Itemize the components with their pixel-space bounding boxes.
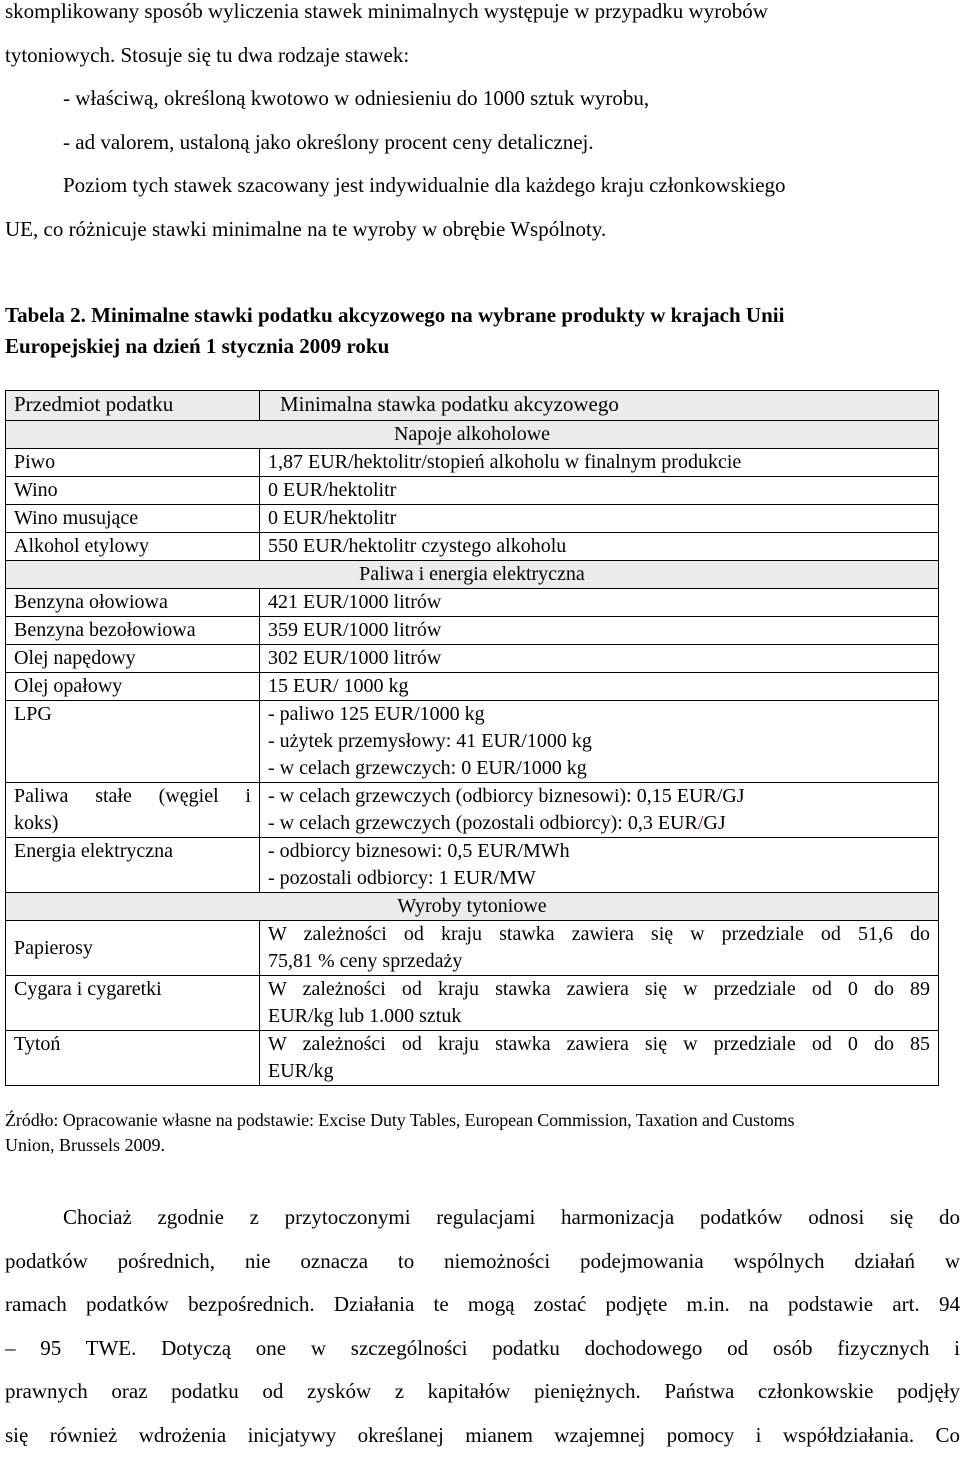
header-cell-rate: Minimalna stawka podatku akcyzowego: [260, 391, 939, 421]
rate-line: W zależności od kraju stawka zawiera się w przedziale od 51,6 do: [268, 921, 930, 948]
table-row: [6, 838, 939, 893]
table-row: [6, 1031, 939, 1086]
item-cell: Olej napędowy: [6, 645, 260, 673]
table-source-note: [5, 1108, 960, 1158]
rate-line: 75,81 % ceny sprzedaży: [268, 948, 930, 975]
rate-cell: [260, 921, 939, 976]
rate-line: - paliwo 125 EUR/1000 kg: [268, 701, 930, 728]
rate-line: - w celach grzewczych (odbiorcy biznesowi): 0,15 EUR/GJ: [268, 783, 930, 810]
item-line: koks): [14, 810, 251, 837]
text-line: UE, co różnicuje stawki minimalne na te wyroby w obrębie Wspólnoty.: [5, 208, 960, 252]
item-line: [14, 783, 251, 810]
item-cell: Cygara i cygaretki: [6, 976, 260, 1031]
item-word: (węgiel: [159, 783, 219, 810]
rate-cell: 550 EUR/hektolitr czystego alkoholu: [260, 533, 939, 561]
rate-line: - użytek przemysłowy: 41 EUR/1000 kg: [268, 728, 930, 755]
item-word: stałe: [95, 783, 132, 810]
text-line: prawnych oraz podatku od zysków z kapitałów pieniężnych. Państwa członkowskie podjęły: [5, 1370, 960, 1414]
caption-line: Europejskiej na dzień 1 stycznia 2009 roku: [5, 331, 960, 362]
rate-slash: /: [698, 812, 704, 834]
section-row: [6, 421, 939, 449]
rate-line: - pozostali odbiorcy: 1 EUR/MW: [268, 865, 930, 892]
item-cell: Benzyna bezołowiowa: [6, 617, 260, 645]
section-row: [6, 893, 939, 921]
item-cell: Benzyna ołowiowa: [6, 589, 260, 617]
rate-cell: [260, 701, 939, 783]
table-row: [6, 505, 939, 533]
section-title: Napoje alkoholowe: [6, 421, 939, 449]
table-row: [6, 645, 939, 673]
table-row: [6, 673, 939, 701]
section-row: [6, 561, 939, 589]
item-cell: LPG: [6, 701, 260, 783]
text-line: [5, 0, 960, 34]
rate-cell: [260, 976, 939, 1031]
rate-cell: 302 EUR/1000 litrów: [260, 645, 939, 673]
rate-cell: 0 EUR/hektolitr: [260, 505, 939, 533]
rate-line: - odbiorcy biznesowi: 0,5 EUR/MWh: [268, 838, 930, 865]
rate-line: EUR/kg: [268, 1058, 930, 1085]
item-cell: Papierosy: [6, 921, 260, 976]
item-cell: Olej opałowy: [6, 673, 260, 701]
table-row: [6, 921, 939, 976]
item-word: Paliwa: [14, 783, 68, 810]
item-cell: Piwo: [6, 449, 260, 477]
table-row: [6, 477, 939, 505]
section-title: Wyroby tytoniowe: [6, 893, 939, 921]
rate-line: [268, 810, 930, 837]
text-line-content: skomplikowany sposób wyliczenia stawek minimalnych występuje w przypadku wyrobów: [5, 0, 768, 34]
rate-line: W zależności od kraju stawka zawiera się w przedziale od 0 do 89: [268, 976, 930, 1003]
text-line: tytoniowych. Stosuje się tu dwa rodzaje stawek:: [5, 34, 960, 78]
table-row: [6, 976, 939, 1031]
item-cell: [6, 783, 260, 838]
item-cell: Energia elektryczna: [6, 838, 260, 893]
rate-cell: 359 EUR/1000 litrów: [260, 617, 939, 645]
source-line: Union, Brussels 2009.: [5, 1133, 960, 1158]
rate-cell: 421 EUR/1000 litrów: [260, 589, 939, 617]
rate-text: GJ: [703, 812, 725, 834]
text-line: Poziom tych stawek szacowany jest indywidualnie dla każdego kraju członkowskiego: [5, 164, 960, 208]
text-line: ramach podatków bezpośrednich. Działania te mogą zostać podjęte m.in. na podstawie art. 94: [5, 1283, 960, 1327]
rate-line: EUR/kg lub 1.000 sztuk: [268, 1003, 930, 1030]
bottom-paragraph: [5, 1196, 960, 1457]
rate-line: W zależności od kraju stawka zawiera się w przedziale od 0 do 85: [268, 1031, 930, 1058]
item-cell: Wino: [6, 477, 260, 505]
caption-line: Tabela 2. Minimalne stawki podatku akcyzowego na wybrane produkty w krajach Unii: [5, 300, 960, 331]
top-paragraph: [5, 0, 960, 251]
item-cell: Wino musujące: [6, 505, 260, 533]
excise-rates-table: [5, 390, 939, 1086]
table-row: [6, 533, 939, 561]
text-line: Chociaż zgodnie z przytoczonymi regulacjami harmonizacja podatków odnosi się do: [5, 1196, 960, 1240]
rate-text: - w celach grzewczych (pozostali odbiorcy): 0,3 EUR: [268, 812, 698, 834]
table-row: [6, 617, 939, 645]
table-row: [6, 449, 939, 477]
bullet-item: - właściwą, określoną kwotowo w odniesieniu do 1000 sztuk wyrobu,: [5, 77, 960, 121]
rate-line: - w celach grzewczych: 0 EUR/1000 kg: [268, 755, 930, 782]
text-line: – 95 TWE. Dotyczą one w szczególności podatku dochodowego od osób fizycznych i: [5, 1327, 960, 1371]
table-row: [6, 701, 939, 783]
bullet-item: - ad valorem, ustaloną jako określony procent ceny detalicznej.: [5, 121, 960, 165]
item-cell: Alkohol etylowy: [6, 533, 260, 561]
text-line: się również wdrożenia inicjatywy określanej mianem wzajemnej pomocy i współdziałania. Co: [5, 1414, 960, 1457]
rate-cell: [260, 838, 939, 893]
table-row: [6, 589, 939, 617]
item-word: i: [245, 783, 251, 810]
rate-cell: [260, 1031, 939, 1086]
item-cell: Tytoń: [6, 1031, 260, 1086]
header-cell-subject: Przedmiot podatku: [6, 391, 260, 421]
rate-cell: [260, 783, 939, 838]
rate-cell: 15 EUR/ 1000 kg: [260, 673, 939, 701]
source-line: Źródło: Opracowanie własne na podstawie: Excise Duty Tables, European Commission, Taxation and Customs: [5, 1108, 960, 1133]
table-row: [6, 783, 939, 838]
rate-cell: 0 EUR/hektolitr: [260, 477, 939, 505]
rate-cell: 1,87 EUR/hektolitr/stopień alkoholu w finalnym produkcie: [260, 449, 939, 477]
table-caption: [5, 300, 960, 362]
section-title: Paliwa i energia elektryczna: [6, 561, 939, 589]
table-header-row: [6, 391, 939, 421]
text-line: podatków pośrednich, nie oznacza to niemożności podejmowania wspólnych działań w: [5, 1240, 960, 1284]
